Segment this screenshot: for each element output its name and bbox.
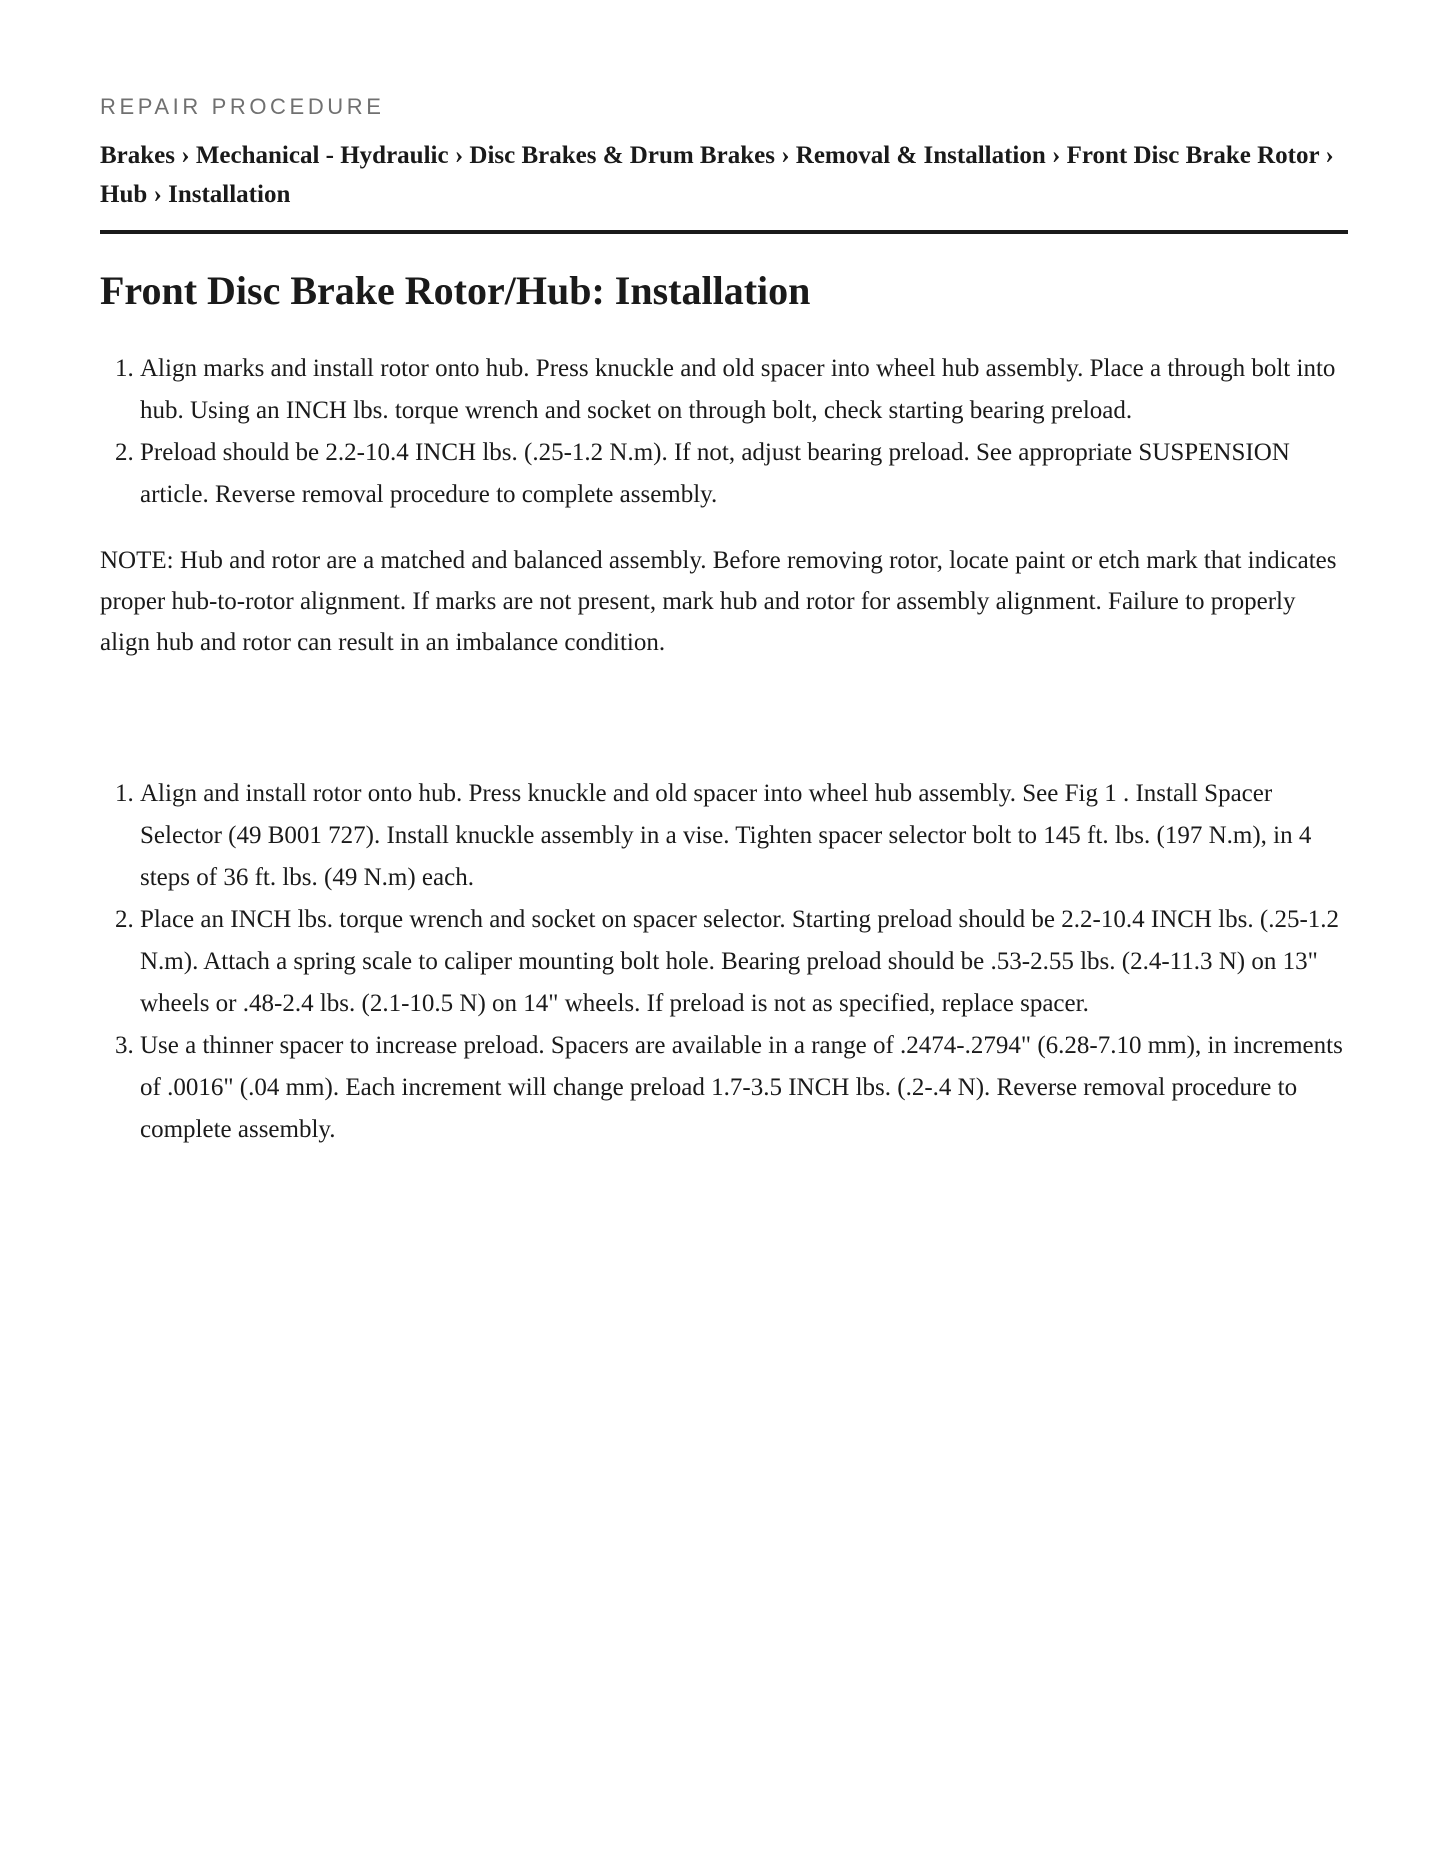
procedure-step: 1. Align and install rotor onto hub. Press knuckle and old spacer into wheel hub assembly. See Fig 1 . Install Spacer Selector (49 B001 727). Install knuckle assembly in a vise. Tighten spacer selector bolt to 145 ft. lbs. (197 N.m), in 4 steps of 36 ft. lbs. (49 N.m) each.	[140, 773, 1348, 899]
breadcrumb-item[interactable]: Front Disc Brake Rotor	[1066, 142, 1320, 169]
breadcrumb-item[interactable]: Disc Brakes & Drum Brakes	[469, 142, 775, 169]
breadcrumb-separator: ›	[781, 142, 790, 169]
procedure-steps-a	[100, 348, 1348, 516]
document-page	[100, 92, 1348, 1151]
breadcrumb-separator: ›	[181, 142, 190, 169]
breadcrumb-item[interactable]: Removal & Installation	[795, 142, 1046, 169]
section-kicker: REPAIR PROCEDURE	[100, 94, 385, 119]
procedure-steps-b	[100, 773, 1348, 1151]
breadcrumb-separator: ›	[153, 181, 162, 208]
breadcrumb-separator: ›	[454, 142, 464, 169]
procedure-step: 2. Preload should be 2.2-10.4 INCH lbs. (.25-1.2 N.m). If not, adjust bearing preload. See appropriate SUSPENSION article. Reverse removal procedure to complete assembly.	[140, 432, 1348, 516]
procedure-step: 3. Use a thinner spacer to increase preload. Spacers are available in a range of .2474-.2794" (6.28-7.10 mm), in increments of .0016" (.04 mm). Each increment will change preload 1.7-3.5 INCH lbs. (.2-.4 N). Reverse removal procedure to complete assembly.	[140, 1025, 1348, 1151]
breadcrumb	[100, 136, 1348, 234]
breadcrumb-separator: ›	[1325, 142, 1334, 169]
procedure-step: 1. Align marks and install rotor onto hub. Press knuckle and old spacer into wheel hub assembly. Place a through bolt into hub. Using an INCH lbs. torque wrench and socket on through bolt, check starting bearing preload.	[140, 348, 1348, 432]
breadcrumb-item[interactable]: Mechanical - Hydraulic	[195, 142, 449, 169]
breadcrumb-item[interactable]: Brakes	[100, 142, 175, 169]
note-paragraph: NOTE: Hub and rotor are a matched and balanced assembly. Before removing rotor, locate paint or etch mark that indicates proper hub-to-rotor alignment. If marks are not present, mark hub and rotor for assembly alignment. Failure to properly align hub and rotor can result in an imbalance condition.	[100, 547, 1337, 656]
breadcrumb-item[interactable]: Hub	[100, 181, 148, 208]
breadcrumb-item-current: Installation	[168, 181, 291, 208]
procedure-step: 2. Place an INCH lbs. torque wrench and socket on spacer selector. Starting preload should be 2.2-10.4 INCH lbs. (.25-1.2 N.m). Attach a spring scale to caliper mounting bolt hole. Bearing preload should be .53-2.55 lbs. (2.4-11.3 N) on 13" wheels or .48-2.4 lbs. (2.1-10.5 N) on 14" wheels. If preload is not as specified, replace spacer.	[140, 899, 1348, 1025]
page-title: Front Disc Brake Rotor/Hub: Installation	[100, 268, 811, 313]
breadcrumb-separator: ›	[1052, 142, 1061, 169]
